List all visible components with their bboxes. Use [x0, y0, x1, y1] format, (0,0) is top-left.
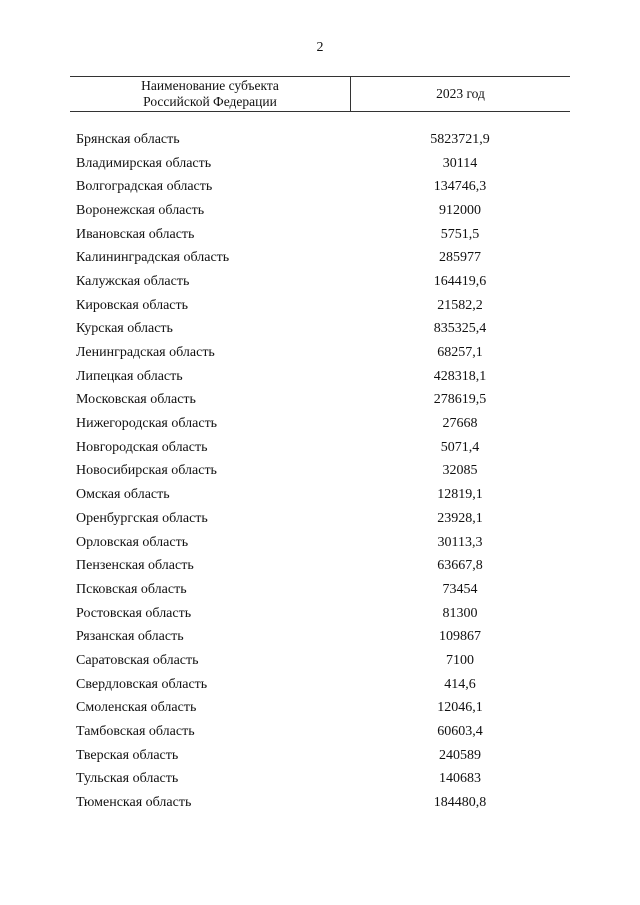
subject-value: 428318,1 [433, 368, 487, 384]
subject-value: 835325,4 [433, 321, 487, 337]
subject-name: Рязанская область [76, 629, 184, 645]
subject-value: 23928,1 [437, 510, 483, 526]
subject-value: 109867 [439, 629, 481, 645]
table-row [76, 412, 570, 436]
table-row [76, 554, 570, 578]
subject-name: Тульская область [76, 771, 179, 787]
subject-value: 21582,2 [437, 297, 483, 313]
subject-value: 140683 [439, 771, 481, 787]
subject-value: 285977 [439, 250, 481, 266]
subject-name: Липецкая область [76, 368, 183, 384]
subject-name: Ивановская область [76, 226, 195, 242]
table-row [76, 649, 570, 673]
table-row [76, 460, 570, 484]
subject-name: Брянская область [76, 131, 180, 147]
table-row [76, 791, 570, 815]
table-row [76, 223, 570, 247]
subject-value: 30113,3 [437, 534, 483, 550]
subject-name: Смоленская область [76, 700, 197, 716]
table-row [76, 270, 570, 294]
table-row [76, 341, 570, 365]
subject-name: Курская область [76, 321, 173, 337]
subject-value: 81300 [442, 605, 478, 621]
table-row [76, 578, 570, 602]
page-number: 2 [316, 40, 324, 55]
table-row [76, 744, 570, 768]
subject-value: 12819,1 [437, 487, 483, 503]
subject-value: 63667,8 [437, 558, 483, 574]
subject-name: Владимирская область [76, 155, 212, 171]
subject-name: Калининградская область [76, 250, 230, 266]
subject-value: 5751,5 [440, 226, 480, 242]
subject-name: Кировская область [76, 297, 189, 313]
table-row [76, 697, 570, 721]
subject-name: Омская область [76, 487, 170, 503]
subject-value: 278619,5 [433, 392, 487, 408]
subject-value: 912000 [439, 202, 481, 218]
table-row [76, 365, 570, 389]
table-row [76, 768, 570, 792]
table-row [76, 531, 570, 555]
column-header-year: 2023 год [436, 86, 485, 101]
subject-name: Тамбовская область [76, 724, 195, 740]
subject-value: 184480,8 [433, 795, 487, 811]
table-row [76, 199, 570, 223]
subject-value: 27668 [442, 416, 478, 432]
subject-value: 414,6 [444, 676, 476, 692]
column-header-subject: Наименование субъекта Российской Федерации [70, 77, 351, 111]
subject-name: Воронежская область [76, 202, 205, 218]
subject-value: 5071,4 [440, 439, 480, 455]
table-body [76, 128, 570, 815]
subject-name: Свердловская область [76, 676, 208, 692]
subject-name: Волгоградская область [76, 179, 213, 195]
table-row [76, 507, 570, 531]
table-header [70, 76, 570, 112]
subject-value: 30114 [442, 155, 478, 171]
subject-name: Тверская область [76, 747, 179, 763]
table-row [76, 152, 570, 176]
subject-value: 7100 [446, 652, 474, 668]
subject-name: Новосибирская область [76, 463, 217, 479]
table-row [76, 602, 570, 626]
table-row [76, 175, 570, 199]
subject-name: Саратовская область [76, 652, 199, 668]
subject-value: 60603,4 [437, 724, 483, 740]
table-row [76, 720, 570, 744]
subject-name: Новгородская область [76, 439, 208, 455]
subject-name: Оренбургская область [76, 510, 208, 526]
subject-name: Тюменская область [76, 795, 192, 811]
subject-name: Пензенская область [76, 558, 194, 574]
subject-value: 12046,1 [437, 700, 483, 716]
subject-name: Псковская область [76, 581, 187, 597]
table-row [76, 673, 570, 697]
subject-value: 73454 [442, 581, 478, 597]
subject-value: 32085 [442, 463, 478, 479]
table-row [76, 318, 570, 342]
subject-name: Ленинградская область [76, 345, 215, 361]
table-row [76, 128, 570, 152]
table-row [76, 436, 570, 460]
subject-value: 68257,1 [437, 345, 483, 361]
subject-name: Калужская область [76, 273, 190, 289]
subject-name: Орловская область [76, 534, 189, 550]
subject-name: Московская область [76, 392, 196, 408]
table-row [76, 625, 570, 649]
table-row [76, 294, 570, 318]
subject-value: 240589 [439, 747, 481, 763]
subject-value: 5823721,9 [430, 131, 490, 147]
table-row [76, 389, 570, 413]
subject-name: Нижегородская область [76, 416, 218, 432]
subject-value: 164419,6 [433, 273, 487, 289]
table-row [76, 483, 570, 507]
subject-name: Ростовская область [76, 605, 192, 621]
table-row [76, 246, 570, 270]
subject-value: 134746,3 [433, 179, 487, 195]
